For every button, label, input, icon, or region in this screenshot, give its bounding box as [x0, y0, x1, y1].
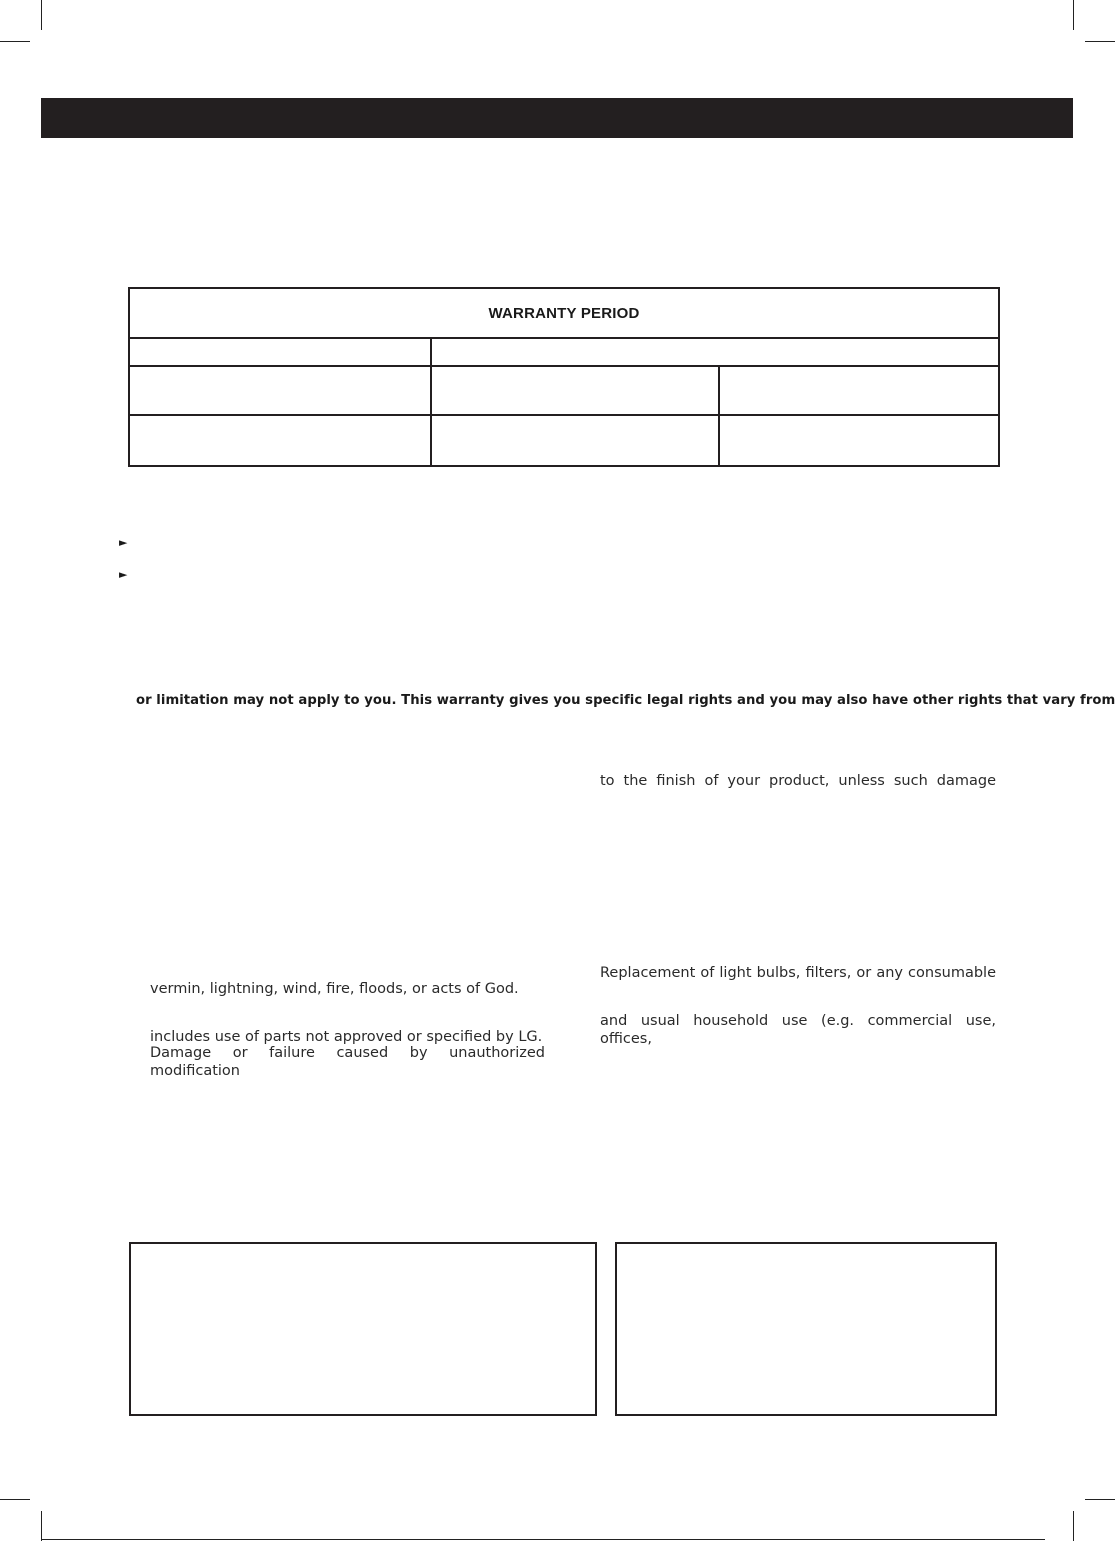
- bullet-arrow-icon: ►: [119, 536, 128, 549]
- crop-mark: [1073, 1511, 1074, 1541]
- warranty-period-table: [128, 287, 1000, 467]
- contact-box-left: [129, 1242, 597, 1416]
- bottom-rule: [41, 1539, 1045, 1540]
- exclusion-text: to the finish of your product, unless such damage: [600, 773, 996, 789]
- exclusion-text: includes use of parts not approved or specified by LG.: [150, 1029, 543, 1045]
- exclusion-text: Damage or failure caused by unauthorized modification: [150, 1045, 545, 1079]
- exclusion-text: and usual household use (e.g. commercial use, offices,: [600, 1013, 996, 1047]
- table-title: WARRANTY PERIOD: [129, 288, 999, 338]
- crop-mark: [41, 1511, 42, 1541]
- table-cell: [431, 415, 719, 466]
- contact-box-right: [615, 1242, 997, 1416]
- table-header-cell: [431, 338, 999, 366]
- table-cell: [719, 366, 999, 415]
- exclusion-text: Replacement of light bulbs, filters, or any consumable: [600, 965, 996, 981]
- crop-mark: [1085, 1499, 1115, 1500]
- table-cell: [719, 415, 999, 466]
- crop-mark: [1073, 0, 1074, 30]
- crop-mark: [41, 0, 42, 30]
- table-cell: [129, 366, 431, 415]
- crop-mark: [0, 1499, 30, 1500]
- section-header-bar: [41, 98, 1073, 138]
- crop-mark: [0, 41, 30, 42]
- exclusion-text: vermin, lightning, wind, fire, floods, or acts of God.: [150, 981, 519, 997]
- table-cell: [431, 366, 719, 415]
- table-header-cell: [129, 338, 431, 366]
- warranty-rights-line: or limitation may not apply to you. This warranty gives you specific legal rights and you may also have other rights that vary from: [136, 693, 1115, 708]
- crop-mark: [1085, 41, 1115, 42]
- table-cell: [129, 415, 431, 466]
- bullet-arrow-icon: ►: [119, 568, 128, 581]
